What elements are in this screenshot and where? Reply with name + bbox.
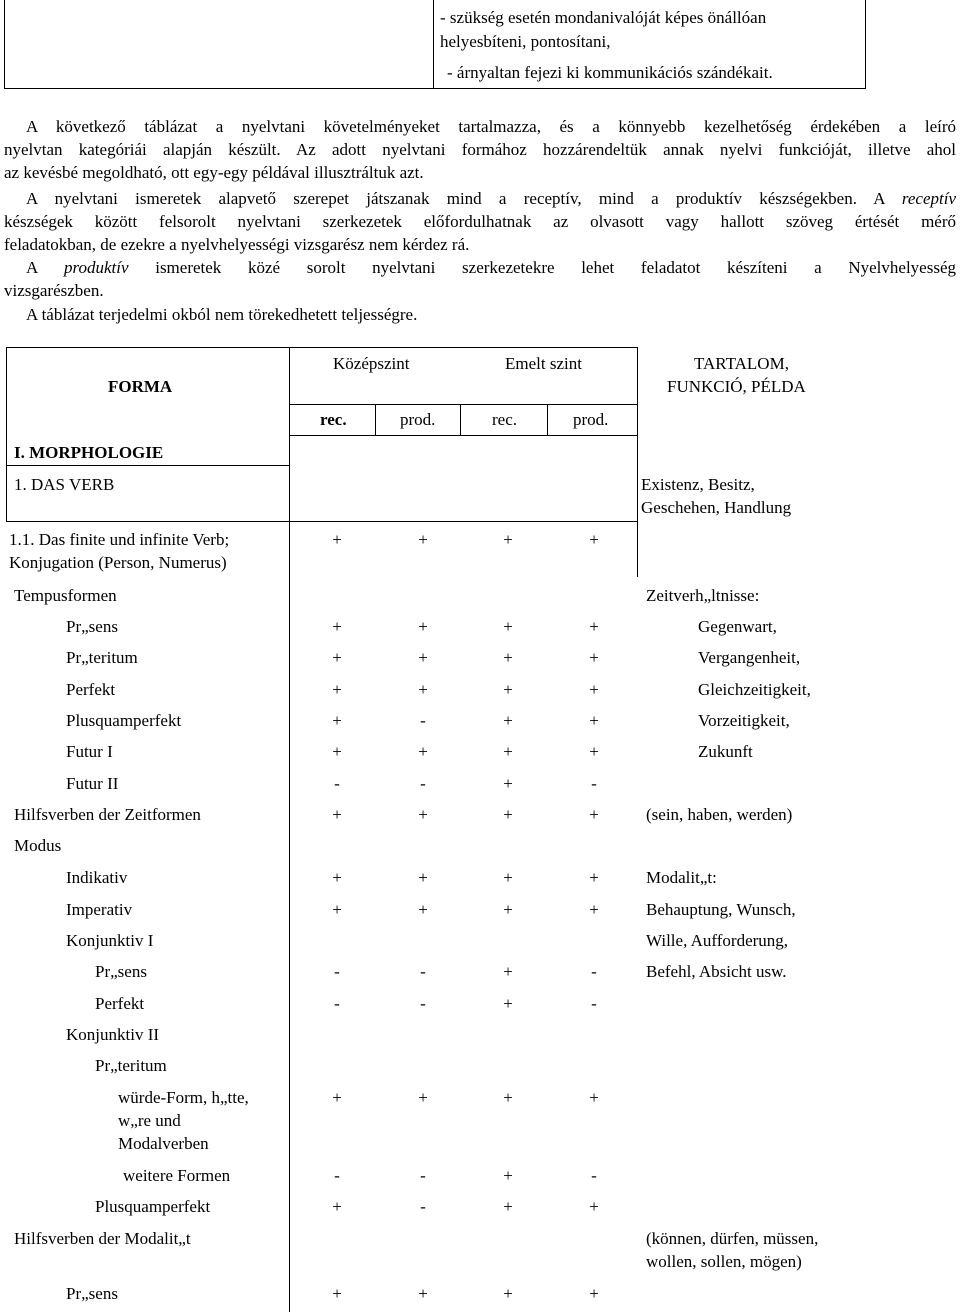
form-cell: Pr„sens (95, 962, 147, 981)
level-mark: + (332, 900, 342, 919)
form-cell: Modalverben (118, 1134, 209, 1153)
level-mark: + (332, 711, 342, 730)
level-mark: - (420, 994, 426, 1013)
level-mark: + (503, 868, 513, 887)
top-cell-line-3: - árnyaltan fejezi ki kommunikációs szándékait. (447, 63, 773, 82)
level-mark: + (589, 900, 599, 919)
table-left-border (6, 347, 7, 465)
level-mark: + (418, 900, 428, 919)
intro-word: A (26, 258, 38, 277)
form-cell: Pr„sens (66, 1284, 118, 1303)
level-mark: + (418, 805, 428, 824)
content-cell: Modalit„t: (646, 868, 717, 887)
table-form-divider (289, 347, 290, 1312)
header-rec: rec. (320, 410, 347, 429)
content-cell: wollen, sollen, mögen) (646, 1252, 802, 1271)
level-mark: + (589, 868, 599, 887)
level-mark: + (503, 680, 513, 699)
level-mark: + (503, 1166, 513, 1185)
level-mark: + (503, 711, 513, 730)
content-cell: Zeitverh„ltnisse: (646, 586, 760, 605)
level-mark: - (591, 774, 597, 793)
form-cell: Hilfsverben der Modalit„t (14, 1229, 191, 1248)
content-cell: Vorzeitigkeit, (698, 711, 790, 730)
form-cell: Hilfsverben der Zeitformen (14, 805, 201, 824)
emphasis-produktiv: produktív (64, 258, 129, 277)
level-mark: + (503, 530, 513, 549)
intro-paragraph-2 (4, 187, 956, 256)
intro-line: készségek között felsorolt nyelvtani szerkezetek előfordulhatnak az olvasott vagy hallott szöveg értését mérő (4, 212, 956, 231)
level-mark: - (420, 1197, 426, 1216)
header-tartalom: TARTALOM, (694, 354, 789, 373)
level-mark: + (503, 774, 513, 793)
level-mark: - (334, 774, 340, 793)
level-mark: + (503, 648, 513, 667)
header-col-divider (460, 404, 461, 435)
level-mark: + (589, 1284, 599, 1303)
intro-line: A nyelvtani ismeretek alapvető szerepet játszanak mind a receptív, mind a produktív készségekben. A (26, 189, 885, 208)
form-cell: Plusquamperfekt (66, 711, 182, 730)
table-content-divider (637, 465, 638, 521)
level-mark: + (589, 805, 599, 824)
level-mark: + (503, 617, 513, 636)
level-mark: - (334, 962, 340, 981)
content-cell: Befehl, Absicht usw. (646, 962, 787, 981)
level-mark: - (591, 994, 597, 1013)
level-mark: + (589, 742, 599, 761)
form-cell: würde-Form, h„tte, (118, 1088, 249, 1107)
form-cell: Indikativ (66, 868, 128, 887)
content-cell: Gegenwart, (698, 617, 777, 636)
table-left-border (6, 465, 7, 522)
header-emelt-szint: Emelt szint (505, 354, 582, 373)
emphasis-receptiv: receptív (901, 189, 957, 208)
level-mark: + (589, 617, 599, 636)
content-cell: Zukunft (698, 742, 753, 761)
level-mark: + (418, 680, 428, 699)
form-cell: Modus (14, 836, 62, 855)
level-mark: + (503, 805, 513, 824)
header-funkcio: FUNKCIÓ, PÉLDA (667, 377, 806, 396)
level-mark: + (332, 648, 342, 667)
intro-line: A táblázat terjedelmi okból nem törekedhetett teljességre. (26, 305, 418, 324)
header-forma: FORMA (108, 377, 173, 396)
level-mark: + (589, 711, 599, 730)
intro-line: Az adott nyelvtani formához hozzárendeltük annak nyelvi funkcióját, illetve ahol (295, 140, 956, 159)
level-mark: + (418, 1284, 428, 1303)
intro-line: ismeretek közé sorolt nyelvtani szerkezetekre lehet feladatot készíteni a Nyelvhelyesség (155, 258, 956, 277)
top-cell-line-1: - szükség esetén mondanivalóját képes önállóan (440, 8, 767, 27)
header-col-divider (547, 404, 548, 435)
content-cell: Existenz, Besitz, (641, 475, 755, 494)
level-mark: + (332, 1088, 342, 1107)
level-mark: + (503, 1284, 513, 1303)
level-mark: - (420, 962, 426, 981)
form-cell: 1.1. Das finite und infinite Verb; (9, 530, 230, 549)
level-mark: - (334, 994, 340, 1013)
header-sublevel-divider (289, 435, 637, 436)
intro-line: nyelvtan kategóriái alapján készült. (4, 140, 281, 159)
intro-line: feladatokban, de ezekre a nyelvhelyességi vizsgarész nem kérdez rá. (4, 235, 470, 254)
level-mark: - (334, 1166, 340, 1185)
form-cell: Plusquamperfekt (95, 1197, 211, 1216)
content-cell: Behauptung, Wunsch, (646, 900, 796, 919)
level-mark: + (418, 617, 428, 636)
intro-paragraph-4 (4, 303, 956, 326)
intro-line: az kevésbé megoldható, ott egy-egy példával illusztráltuk azt. (4, 163, 424, 182)
form-cell: Konjugation (Person, Numerus) (9, 553, 227, 572)
form-cell: Perfekt (66, 680, 116, 699)
header-prod: prod. (573, 410, 609, 429)
level-mark: + (418, 648, 428, 667)
level-mark: + (332, 1197, 342, 1216)
level-mark: + (332, 868, 342, 887)
form-cell: Imperativ (66, 900, 133, 919)
level-mark: + (589, 680, 599, 699)
content-cell: Gleichzeitigkeit, (698, 680, 811, 699)
intro-paragraph-1 (4, 115, 956, 184)
form-cell: Futur II (66, 774, 119, 793)
level-mark: + (589, 530, 599, 549)
form-cell: Konjunktiv II (66, 1025, 160, 1044)
level-mark: + (589, 648, 599, 667)
content-cell: Geschehen, Handlung (641, 498, 792, 517)
level-mark: + (418, 530, 428, 549)
content-cell: Vergangenheit, (698, 648, 801, 667)
table-top-border (6, 347, 638, 348)
level-mark: - (420, 774, 426, 793)
level-mark: + (503, 1197, 513, 1216)
form-cell: Pr„sens (66, 617, 118, 636)
section-divider (6, 465, 289, 466)
level-mark: + (418, 868, 428, 887)
header-level-divider (289, 404, 637, 405)
level-mark: + (332, 680, 342, 699)
row-divider (6, 521, 638, 522)
level-mark: + (332, 617, 342, 636)
form-cell: Konjunktiv I (66, 931, 154, 950)
intro-line: vizsgarészben. (4, 281, 104, 300)
form-cell: Tempusformen (14, 586, 117, 605)
level-mark: + (332, 805, 342, 824)
level-mark: + (503, 962, 513, 981)
level-mark: + (418, 742, 428, 761)
level-mark: + (589, 1088, 599, 1107)
level-mark: + (418, 1088, 428, 1107)
form-cell: 1. DAS VERB (14, 475, 115, 494)
level-mark: + (589, 1197, 599, 1216)
level-mark: + (503, 994, 513, 1013)
header-prod: prod. (400, 410, 436, 429)
level-mark: + (332, 530, 342, 549)
intro-paragraph-3 (4, 256, 956, 302)
header-kozepszint: Középszint (333, 354, 410, 373)
level-mark: - (591, 962, 597, 981)
level-mark: - (420, 711, 426, 730)
section-title: I. MORPHOLOGIE (14, 443, 164, 462)
level-mark: + (503, 900, 513, 919)
level-mark: + (332, 1284, 342, 1303)
table-content-divider (637, 347, 638, 465)
form-cell: weitere Formen (123, 1166, 231, 1185)
content-cell: (können, dürfen, müssen, (646, 1229, 819, 1248)
form-cell: Pr„teritum (66, 648, 138, 667)
table-content-divider (637, 521, 638, 577)
form-cell: Futur I (66, 742, 113, 761)
form-cell: Pr„teritum (95, 1056, 167, 1075)
content-cell: Wille, Aufforderung, (646, 931, 789, 950)
level-mark: - (591, 1166, 597, 1185)
intro-line: A következő táblázat a nyelvtani követelményeket tartalmazza, és a könnyebb kezelhetőség érdekében a leíró (26, 117, 956, 136)
content-cell: (sein, haben, werden) (646, 805, 793, 824)
header-rec: rec. (492, 410, 518, 429)
level-mark: + (332, 742, 342, 761)
level-mark: + (503, 742, 513, 761)
level-mark: - (420, 1166, 426, 1185)
form-cell: w„re und (118, 1111, 181, 1130)
header-col-divider (375, 404, 376, 435)
top-cell-line-2: helyesbíteni, pontosítani, (440, 32, 611, 51)
level-mark: + (503, 1088, 513, 1107)
cell-divider (433, 0, 434, 88)
form-cell: Perfekt (95, 994, 145, 1013)
